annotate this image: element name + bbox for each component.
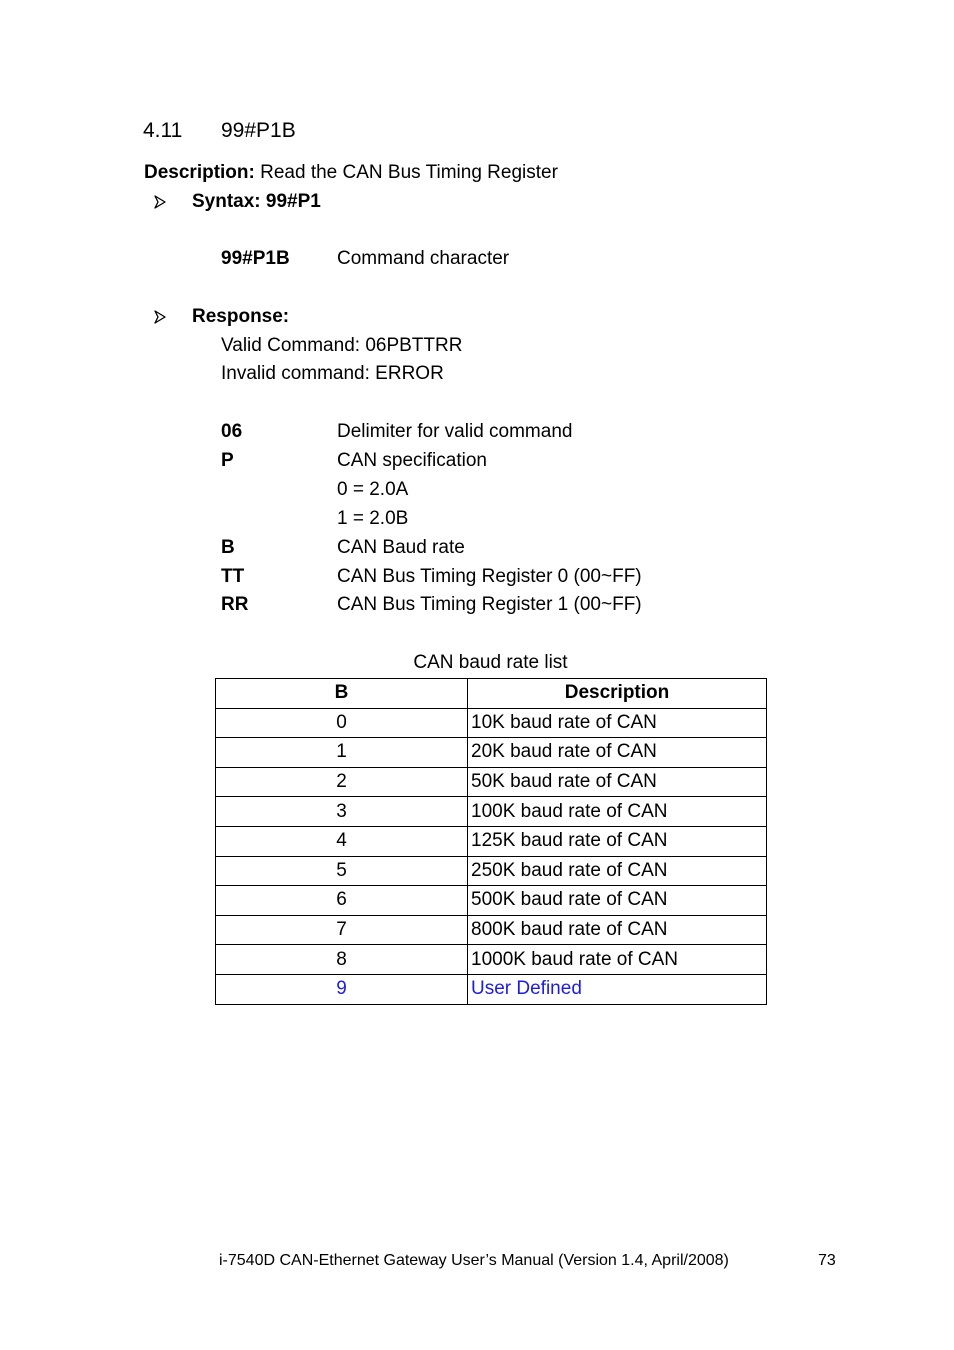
table-row bbox=[216, 708, 767, 738]
baud-code: 3 bbox=[216, 797, 468, 827]
table-caption: CAN baud rate list bbox=[413, 652, 568, 673]
table-row bbox=[216, 797, 767, 827]
param-key: P bbox=[221, 450, 234, 471]
baud-code: 9 bbox=[216, 974, 468, 1004]
baud-code: 0 bbox=[216, 708, 468, 738]
param-key: B bbox=[221, 537, 235, 558]
section-number: 4.11 bbox=[143, 119, 183, 142]
baud-code: 6 bbox=[216, 886, 468, 916]
baud-description: 20K baud rate of CAN bbox=[468, 738, 767, 768]
description-text: Read the CAN Bus Timing Register bbox=[260, 162, 558, 183]
baud-description: 800K baud rate of CAN bbox=[468, 915, 767, 945]
baud-description: 500K baud rate of CAN bbox=[468, 886, 767, 916]
param-desc: CAN specification bbox=[337, 450, 487, 471]
baud-code: 7 bbox=[216, 915, 468, 945]
baud-code: 8 bbox=[216, 945, 468, 975]
baud-description: 10K baud rate of CAN bbox=[468, 708, 767, 738]
syntax-param-desc: Command character bbox=[337, 248, 510, 269]
baud-description: 125K baud rate of CAN bbox=[468, 826, 767, 856]
syntax-param-key: 99#P1B bbox=[221, 248, 290, 269]
column-header-description: Description bbox=[468, 679, 767, 709]
table-row bbox=[216, 915, 767, 945]
response-heading: Response: bbox=[192, 306, 290, 327]
baud-description: 1000K baud rate of CAN bbox=[468, 945, 767, 975]
arrow-bullet-icon bbox=[153, 195, 167, 209]
table-row bbox=[216, 945, 767, 975]
baud-description: 250K baud rate of CAN bbox=[468, 856, 767, 886]
table-row bbox=[216, 826, 767, 856]
param-desc: Delimiter for valid command bbox=[337, 421, 573, 442]
param-desc: CAN Bus Timing Register 0 (00~FF) bbox=[337, 566, 642, 587]
syntax-heading: Syntax: 99#P1 bbox=[192, 191, 321, 212]
column-header-b: B bbox=[216, 679, 468, 709]
table-row bbox=[216, 767, 767, 797]
table-row bbox=[216, 886, 767, 916]
table-header-row bbox=[216, 679, 767, 709]
table-row-user-defined bbox=[216, 974, 767, 1004]
param-key: RR bbox=[221, 594, 249, 615]
param-key: TT bbox=[221, 566, 245, 587]
baud-code: 5 bbox=[216, 856, 468, 886]
table-row bbox=[216, 738, 767, 768]
page-number: 73 bbox=[818, 1252, 836, 1269]
baud-description: 50K baud rate of CAN bbox=[468, 767, 767, 797]
footer-text: i-7540D CAN-Ethernet Gateway User’s Manual (Version 1.4, April/2008) bbox=[219, 1252, 729, 1269]
baud-code: 2 bbox=[216, 767, 468, 797]
table-row bbox=[216, 856, 767, 886]
baud-rate-table bbox=[215, 678, 767, 1005]
baud-code: 1 bbox=[216, 738, 468, 768]
section-title: 99#P1B bbox=[221, 119, 296, 142]
response-invalid: Invalid command: ERROR bbox=[221, 363, 444, 384]
description-label: Description: bbox=[144, 162, 255, 183]
param-desc: CAN Baud rate bbox=[337, 537, 465, 558]
response-valid: Valid Command: 06PBTTRR bbox=[221, 335, 463, 356]
param-desc: 0 = 2.0A bbox=[337, 479, 409, 500]
param-desc: CAN Bus Timing Register 1 (00~FF) bbox=[337, 594, 642, 615]
baud-description: 100K baud rate of CAN bbox=[468, 797, 767, 827]
description-line bbox=[144, 162, 558, 184]
arrow-bullet-icon bbox=[153, 310, 167, 324]
baud-code: 4 bbox=[216, 826, 468, 856]
param-key: 06 bbox=[221, 421, 243, 442]
baud-description: User Defined bbox=[468, 974, 767, 1004]
param-desc: 1 = 2.0B bbox=[337, 508, 409, 529]
